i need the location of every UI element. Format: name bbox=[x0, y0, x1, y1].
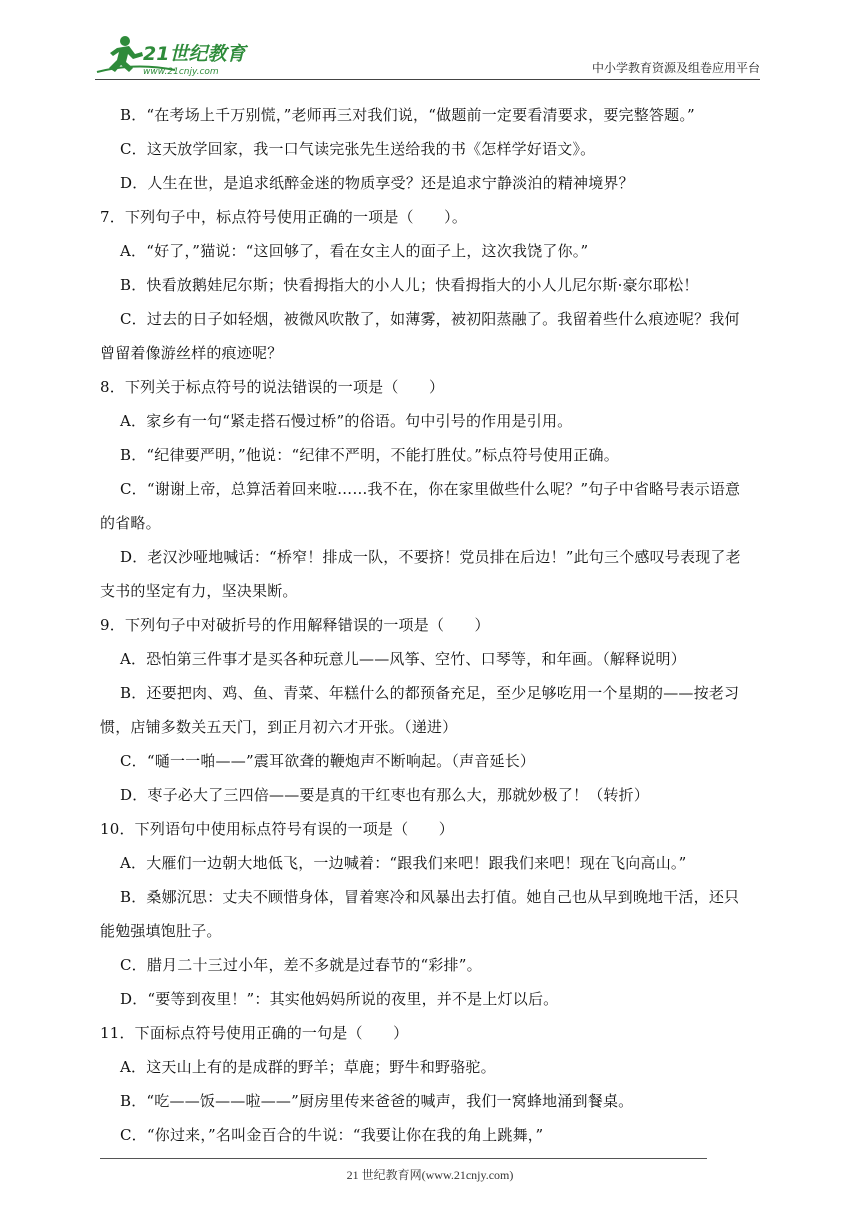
page-header bbox=[95, 30, 760, 80]
answer-option: C．“谢谢上帝，总算活着回来啦……我不在，你在家里做些什么呢？”句子中省略号表示语意 bbox=[120, 480, 741, 498]
footer-text: 21 世纪教育网(www.21cnjy.com) bbox=[346, 1168, 514, 1182]
answer-option: D．“要等到夜里！”：其实他妈妈所说的夜里，并不是上灯以后。 bbox=[120, 990, 559, 1008]
text-continuation: 能勉强填饱肚子。 bbox=[100, 922, 222, 940]
answer-option: D．枣子必大了三四倍——要是真的干红枣也有那么大，那就妙极了！（转折） bbox=[120, 786, 650, 804]
question-stem: 11．下面标点符号使用正确的一句是（ ） bbox=[100, 1024, 409, 1042]
question-stem: 9．下列句子中对破折号的作用解释错误的一项是（ ） bbox=[100, 616, 490, 634]
answer-option: B．“在考场上千万别慌，”老师再三对我们说，“做题前一定要看清要求，要完整答题。” bbox=[120, 106, 695, 124]
answer-option: B．“纪律要严明，”他说：“纪律不严明，不能打胜仗。”标点符号使用正确。 bbox=[120, 446, 619, 464]
answer-option: A．恐怕第三件事才是买各种玩意儿——风筝、空竹、口琴等，和年画。（解释说明） bbox=[120, 650, 686, 668]
answer-option: D．老汉沙哑地喊话：“桥窄！排成一队，不要挤！党员排在后边！”此句三个感叹号表现了老 bbox=[120, 548, 741, 566]
answer-option: B．还要把肉、鸡、鱼、青菜、年糕什么的都预备充足，至少足够吃用一个星期的——按老习 bbox=[120, 684, 740, 702]
footer-divider bbox=[100, 1158, 707, 1159]
answer-option: A．家乡有一句“紧走搭石慢过桥”的俗语。句中引号的作用是引用。 bbox=[120, 412, 573, 430]
answer-option: A．这天山上有的是成群的野羊；草鹿；野牛和野骆驼。 bbox=[120, 1058, 496, 1076]
answer-option: A．“好了，”猫说：“这回够了，看在女主人的面子上，这次我饶了你。” bbox=[120, 242, 589, 260]
header-divider bbox=[95, 79, 760, 80]
answer-option: C．“你过来，”名叫金百合的牛说：“我要让你在我的角上跳舞，” bbox=[120, 1126, 544, 1144]
answer-option: C．这天放学回家，我一口气读完张先生送给我的书《怎样学好语文》。 bbox=[120, 140, 596, 158]
answer-option: C．“嗵一一啪——”震耳欲聋的鞭炮声不断响起。（声音延长） bbox=[120, 752, 536, 770]
logo-url: www.21cnjy.com bbox=[143, 67, 219, 77]
text-continuation: 曾留着像游丝样的痕迹呢？ bbox=[100, 344, 283, 362]
question-stem: 8．下列关于标点符号的说法错误的一项是（ ） bbox=[100, 378, 445, 396]
answer-option: B．快看放鹅娃尼尔斯；快看拇指大的小人儿；快看拇指大的小人儿尼尔斯·豪尔耶松！ bbox=[120, 276, 699, 294]
answer-option: D．人生在世，是追求纸醉金迷的物质享受？还是追求宁静淡泊的精神境界？ bbox=[120, 174, 634, 192]
text-continuation: 支书的坚定有力，坚决果断。 bbox=[100, 582, 298, 600]
answer-option: C．腊月二十三过小年，差不多就是过春节的“彩排”。 bbox=[120, 956, 482, 974]
question-stem: 7．下列句子中，标点符号使用正确的一项是（ ）。 bbox=[100, 208, 468, 226]
answer-option: B．“吃——饭——啦——”厨房里传来爸爸的喊声，我们一窝蜂地涌到餐桌。 bbox=[120, 1092, 634, 1110]
logo bbox=[95, 32, 260, 78]
text-continuation: 惯，店铺多数关五天门，到正月初六才开张。（递进） bbox=[100, 718, 458, 736]
answer-option: B．桑娜沉思：丈夫不顾惜身体，冒着寒冷和风暴出去打值。她自己也从早到晚地干活，还只 bbox=[120, 888, 740, 906]
text-continuation: 的省略。 bbox=[100, 514, 161, 532]
answer-option: A．大雁们一边朝大地低飞，一边喊着：“跟我们来吧！跟我们来吧！现在飞向高山。” bbox=[120, 854, 687, 872]
question-stem: 10．下列语句中使用标点符号有误的一项是（ ） bbox=[100, 820, 454, 838]
logo-text: 21世纪教育 bbox=[143, 43, 246, 65]
platform-name: 中小学教育资源及组卷应用平台 bbox=[591, 61, 760, 75]
answer-option: C．过去的日子如轻烟，被微风吹散了，如薄雾，被初阳蒸融了。我留着些什么痕迹呢？我何 bbox=[120, 310, 740, 328]
question-content bbox=[100, 98, 760, 1152]
